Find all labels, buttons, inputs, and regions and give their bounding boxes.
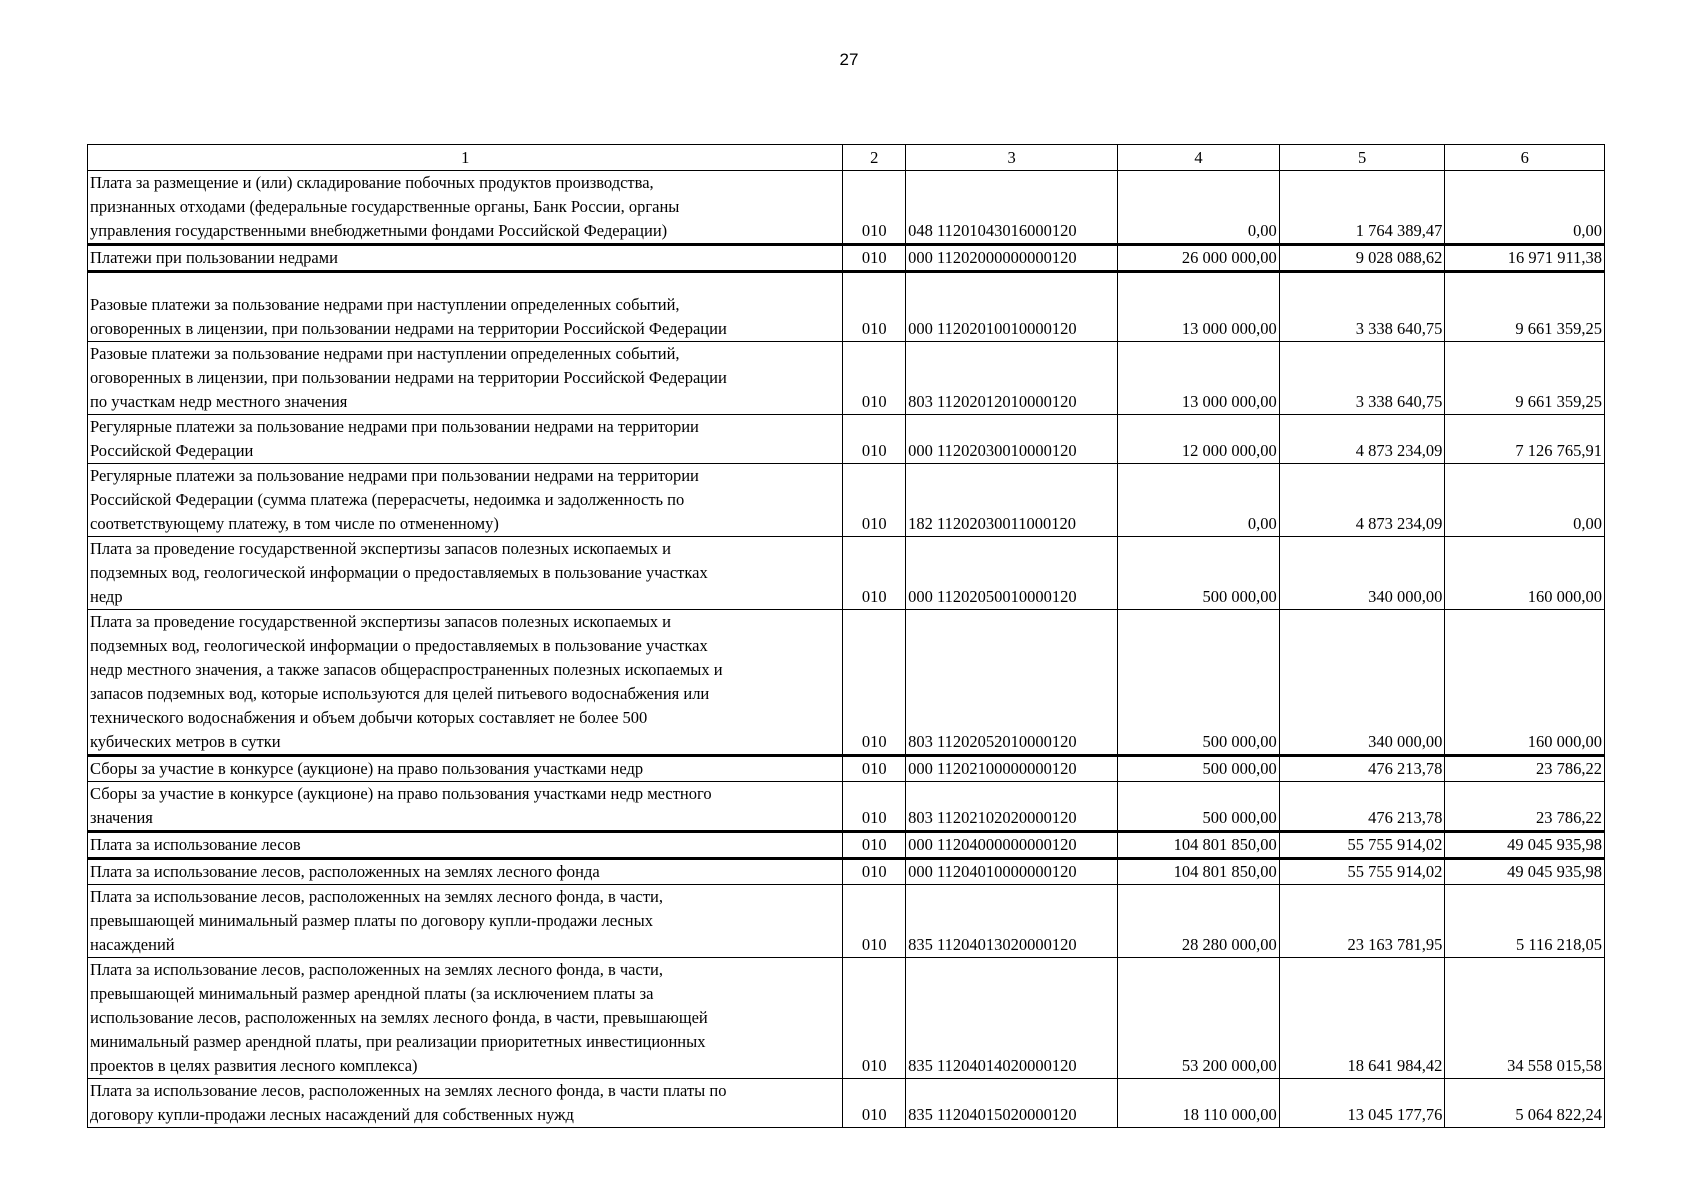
row-col-6: 49 045 935,98	[1445, 832, 1605, 859]
row-col-6: 9 661 359,25	[1445, 272, 1605, 342]
row-budget-code: 000 11202000000000120	[906, 245, 1118, 272]
row-name: Плата за использование лесов, расположенных на землях лесного фонда	[88, 859, 843, 885]
row-budget-code: 000 11204010000000120	[906, 859, 1118, 885]
row-budget-code: 803 11202102020000120	[906, 782, 1118, 832]
row-budget-code: 000 11204000000000120	[906, 832, 1118, 859]
table-row	[88, 464, 1605, 537]
row-budget-code: 182 11202030011000120	[906, 464, 1118, 537]
row-col-5: 340 000,00	[1279, 537, 1445, 610]
row-col-6: 160 000,00	[1445, 537, 1605, 610]
row-name: Плата за проведение государственной экспертизы запасов полезных ископаемых и подземных вод, геологической информации о предоставляемых в пользование участках недр	[88, 537, 843, 610]
row-line-code: 010	[843, 958, 906, 1079]
row-line-code: 010	[843, 171, 906, 245]
row-line-code: 010	[843, 832, 906, 859]
row-col-4: 18 110 000,00	[1118, 1079, 1280, 1128]
table-row	[88, 885, 1605, 958]
table-row	[88, 171, 1605, 245]
table-row	[88, 1079, 1605, 1128]
row-line-code: 010	[843, 756, 906, 782]
row-col-6: 9 661 359,25	[1445, 342, 1605, 415]
row-name: Регулярные платежи за пользование недрами при пользовании недрами на территории Российской Федерации	[88, 415, 843, 464]
row-name: Разовые платежи за пользование недрами при наступлении определенных событий, оговоренных в лицензии, при пользовании недрами на территории Российской Федерации по участкам недр местного значения	[88, 342, 843, 415]
row-col-6: 34 558 015,58	[1445, 958, 1605, 1079]
row-col-5: 4 873 234,09	[1279, 415, 1445, 464]
table-row	[88, 610, 1605, 756]
row-col-4: 500 000,00	[1118, 610, 1280, 756]
row-col-5: 4 873 234,09	[1279, 464, 1445, 537]
row-line-code: 010	[843, 272, 906, 342]
row-name: Плата за размещение и (или) складирование побочных продуктов производства, признанных отходами (федеральные государственные органы, Банк России, органы управления государственными внебюджетными фондами Российской Федерации)	[88, 171, 843, 245]
row-col-6: 160 000,00	[1445, 610, 1605, 756]
row-col-5: 340 000,00	[1279, 610, 1445, 756]
row-col-4: 13 000 000,00	[1118, 272, 1280, 342]
table-row	[88, 832, 1605, 859]
header-row	[88, 145, 1605, 171]
row-col-4: 104 801 850,00	[1118, 859, 1280, 885]
row-line-code: 010	[843, 1079, 906, 1128]
page-number: 27	[839, 50, 859, 69]
row-col-6: 5 116 218,05	[1445, 885, 1605, 958]
table-row	[88, 245, 1605, 272]
row-col-6: 5 064 822,24	[1445, 1079, 1605, 1128]
row-budget-code: 803 11202052010000120	[906, 610, 1118, 756]
row-line-code: 010	[843, 245, 906, 272]
row-col-6: 7 126 765,91	[1445, 415, 1605, 464]
row-budget-code: 048 11201043016000120	[906, 171, 1118, 245]
row-line-code: 010	[843, 610, 906, 756]
row-col-4: 0,00	[1118, 464, 1280, 537]
header-col-3: 3	[906, 145, 1118, 171]
row-col-6: 0,00	[1445, 464, 1605, 537]
row-col-5: 55 755 914,02	[1279, 859, 1445, 885]
table-row	[88, 272, 1605, 342]
row-col-5: 9 028 088,62	[1279, 245, 1445, 272]
table-row	[88, 342, 1605, 415]
header-col-2: 2	[843, 145, 906, 171]
row-budget-code: 000 11202010010000120	[906, 272, 1118, 342]
row-col-4: 12 000 000,00	[1118, 415, 1280, 464]
row-col-6: 0,00	[1445, 171, 1605, 245]
row-name: Сборы за участие в конкурсе (аукционе) на право пользования участками недр	[88, 756, 843, 782]
row-name: Разовые платежи за пользование недрами при наступлении определенных событий, оговоренных в лицензии, при пользовании недрами на территории Российской Федерации	[88, 272, 843, 342]
row-line-code: 010	[843, 885, 906, 958]
row-col-6: 23 786,22	[1445, 782, 1605, 832]
table-row	[88, 415, 1605, 464]
row-line-code: 010	[843, 782, 906, 832]
row-line-code: 010	[843, 342, 906, 415]
row-budget-code: 835 11204014020000120	[906, 958, 1118, 1079]
header-col-5: 5	[1279, 145, 1445, 171]
row-col-4: 0,00	[1118, 171, 1280, 245]
row-col-5: 476 213,78	[1279, 756, 1445, 782]
row-line-code: 010	[843, 415, 906, 464]
row-col-5: 18 641 984,42	[1279, 958, 1445, 1079]
row-name: Плата за проведение государственной экспертизы запасов полезных ископаемых и подземных вод, геологической информации о предоставляемых в пользование участках недр местного значения, а также запасов общераспространенных полезных ископаемых и запасов подземных вод, которые используются для целей питьевого водоснабжения или технического водоснабжения и объем добычи которых составляет не более 500 кубических метров в сутки	[88, 610, 843, 756]
row-col-6: 23 786,22	[1445, 756, 1605, 782]
row-line-code: 010	[843, 464, 906, 537]
row-col-5: 1 764 389,47	[1279, 171, 1445, 245]
row-col-5: 476 213,78	[1279, 782, 1445, 832]
row-name: Платежи при пользовании недрами	[88, 245, 843, 272]
row-col-5: 23 163 781,95	[1279, 885, 1445, 958]
row-col-4: 13 000 000,00	[1118, 342, 1280, 415]
row-col-6: 49 045 935,98	[1445, 859, 1605, 885]
row-name: Плата за использование лесов, расположенных на землях лесного фонда, в части платы по договору купли-продажи лесных насаждений для собственных нужд	[88, 1079, 843, 1128]
table-row	[88, 537, 1605, 610]
budget-table	[87, 144, 1605, 1128]
row-col-4: 26 000 000,00	[1118, 245, 1280, 272]
header-col-4: 4	[1118, 145, 1280, 171]
row-col-4: 28 280 000,00	[1118, 885, 1280, 958]
row-col-6: 16 971 911,38	[1445, 245, 1605, 272]
row-col-5: 55 755 914,02	[1279, 832, 1445, 859]
row-col-4: 500 000,00	[1118, 537, 1280, 610]
row-col-4: 104 801 850,00	[1118, 832, 1280, 859]
row-col-5: 13 045 177,76	[1279, 1079, 1445, 1128]
header-col-6: 6	[1445, 145, 1605, 171]
row-name: Регулярные платежи за пользование недрами при пользовании недрами на территории Российской Федерации (сумма платежа (перерасчеты, недоимка и задолженность по соответствующему платежу, в том числе по отмененному)	[88, 464, 843, 537]
row-col-5: 3 338 640,75	[1279, 272, 1445, 342]
row-budget-code: 000 11202030010000120	[906, 415, 1118, 464]
row-col-4: 53 200 000,00	[1118, 958, 1280, 1079]
row-name: Плата за использование лесов	[88, 832, 843, 859]
header-col-1: 1	[88, 145, 843, 171]
row-budget-code: 803 11202012010000120	[906, 342, 1118, 415]
row-col-5: 3 338 640,75	[1279, 342, 1445, 415]
row-budget-code: 000 11202100000000120	[906, 756, 1118, 782]
table-row	[88, 756, 1605, 782]
row-line-code: 010	[843, 859, 906, 885]
row-line-code: 010	[843, 537, 906, 610]
row-name: Плата за использование лесов, расположенных на землях лесного фонда, в части, превышающей минимальный размер платы по договору купли-продажи лесных насаждений	[88, 885, 843, 958]
row-name: Плата за использование лесов, расположенных на землях лесного фонда, в части, превышающей минимальный размер арендной платы (за исключением платы за использование лесов, расположенных на землях лесного фонда, в части, превышающей минимальный размер арендной платы, при реализации приоритетных инвестиционных проектов в целях развития лесного комплекса)	[88, 958, 843, 1079]
table-row	[88, 782, 1605, 832]
row-name: Сборы за участие в конкурсе (аукционе) на право пользования участками недр местного значения	[88, 782, 843, 832]
row-col-4: 500 000,00	[1118, 782, 1280, 832]
row-col-4: 500 000,00	[1118, 756, 1280, 782]
table-row	[88, 859, 1605, 885]
table-row	[88, 958, 1605, 1079]
row-budget-code: 835 11204013020000120	[906, 885, 1118, 958]
row-budget-code: 000 11202050010000120	[906, 537, 1118, 610]
row-budget-code: 835 11204015020000120	[906, 1079, 1118, 1128]
